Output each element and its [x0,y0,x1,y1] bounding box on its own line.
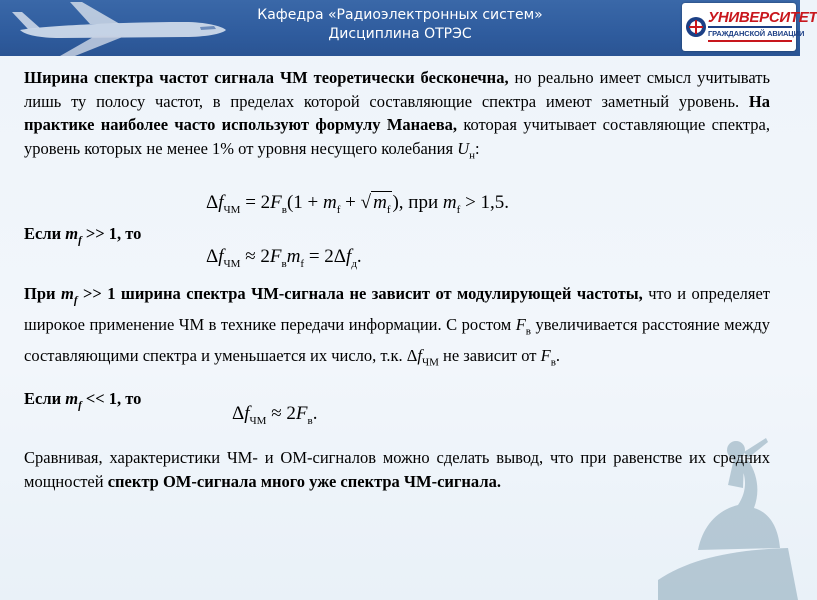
var: F [270,192,282,213]
subscript: f [456,203,461,216]
text-segment: При [24,284,61,303]
subscript: д [351,257,357,270]
var-u: U [457,138,470,158]
text-segment: которая учитывает составляющие спектра, уровень которых не менее 1% от уровня несущего колебания [24,115,770,158]
paragraph-comparison [24,446,770,493]
header-bar [0,0,817,56]
subscript: в [281,203,287,216]
subscript: в [281,257,287,270]
var: f [218,192,224,213]
operator: ), при [392,192,443,213]
text-segment: что и определяет широкое применение ЧМ в технике передачи информации. С ростом [24,284,771,334]
discipline-name: Дисциплина ОТРЭС [328,26,472,42]
var: m [60,284,74,303]
operator: . [356,246,362,267]
formula-narrowband [232,403,317,427]
var: m [373,192,387,213]
var: m [65,224,79,243]
paragraph-independence [24,282,770,374]
var: m [286,246,301,267]
logo-stripe [708,26,792,28]
operator: ≈ 2 [240,246,270,267]
var: m [323,192,337,213]
bold-conclusion: спектр ОМ-сигнала много уже спектра ЧМ-сигнала. [107,471,501,491]
header-title [0,6,800,44]
text-segment: Сравнивая, характеристики ЧМ- и ОМ-сигналов можно сделать вывод, что при равенстве их средних мощностей [24,448,770,491]
operator: > 1,5. [460,192,510,213]
var: F [540,345,551,365]
subscript: f [73,294,78,307]
text-segment: но реально имеет смысл учитывать лишь ту полосу частот, в пределах которой составляющие спектра имеют заметный уровень. [24,68,770,111]
university-logo [682,3,817,51]
formula-wideband [206,246,362,270]
sqrt-content [371,191,392,216]
subscript: f [300,257,305,270]
var: F [295,403,308,424]
var: F [515,314,526,334]
operator: = 2 [240,192,271,213]
operator: = 2Δ [304,246,347,267]
subscript: в [550,355,556,368]
text-segment: >> 1, то [81,224,142,243]
subscript: ЧМ [223,257,241,270]
logo-stripe-red [708,40,792,42]
delta-symbol: Δ [206,246,219,267]
subscript: ЧМ [223,203,241,216]
delta-symbol: Δ [206,192,219,213]
subscript: f [78,234,82,247]
text-segment: << 1, то [81,389,142,408]
operator: (1 + [286,192,324,213]
var: F [269,246,282,267]
var: f [244,403,250,424]
subscript: в [307,414,313,427]
subscript: f [336,203,341,216]
condition-mf-small [24,387,770,418]
delta-symbol: Δ [232,403,245,424]
formula-manaev [206,192,509,216]
logo-subtitle-text: ГРАЖДАНСКОЙ АВИАЦИИ [708,29,805,38]
var: f [346,246,352,267]
var: m [442,192,457,213]
bold-statement-infinite: Ширина спектра частот сигнала ЧМ теоретически бесконечна, [24,68,509,87]
subscript: ЧМ [249,414,267,427]
subscript: в [525,325,531,338]
text-segment: увеличивается расстояние между составляющими спектра и уменьшается их число, т.к. Δ [24,314,770,365]
text-segment: . [555,345,561,365]
operator: ≈ 2 [266,403,296,424]
subscript: ЧМ [421,355,439,368]
var: m [65,389,79,408]
subscript: f [386,203,391,216]
text-segment: : [475,138,480,158]
logo-university-text: УНИВЕРСИТЕТ [708,9,817,26]
text-segment: не зависит от [438,345,541,365]
department-name: Кафедра «Радиоэлектронных систем» [257,7,543,23]
operator: + [340,192,361,213]
subscript: н [469,148,475,161]
text-segment: >> 1 ширина спектра ЧМ-сигнала не зависит от модулирующей частоты, [77,284,643,303]
var: f [218,246,224,267]
sqrt-sign: √ [360,192,372,213]
bold-statement-manaev: На практике наиболее часто используют формулу Манаева, [24,91,770,134]
text-segment: Если [24,224,62,243]
paragraph-spectrum-width [24,66,770,167]
subscript: f [78,399,82,412]
condition-mf-large [24,222,770,253]
text-segment: Если [24,389,62,408]
university-seal-icon [685,8,707,46]
operator: . [312,403,318,424]
var: f [417,345,422,365]
